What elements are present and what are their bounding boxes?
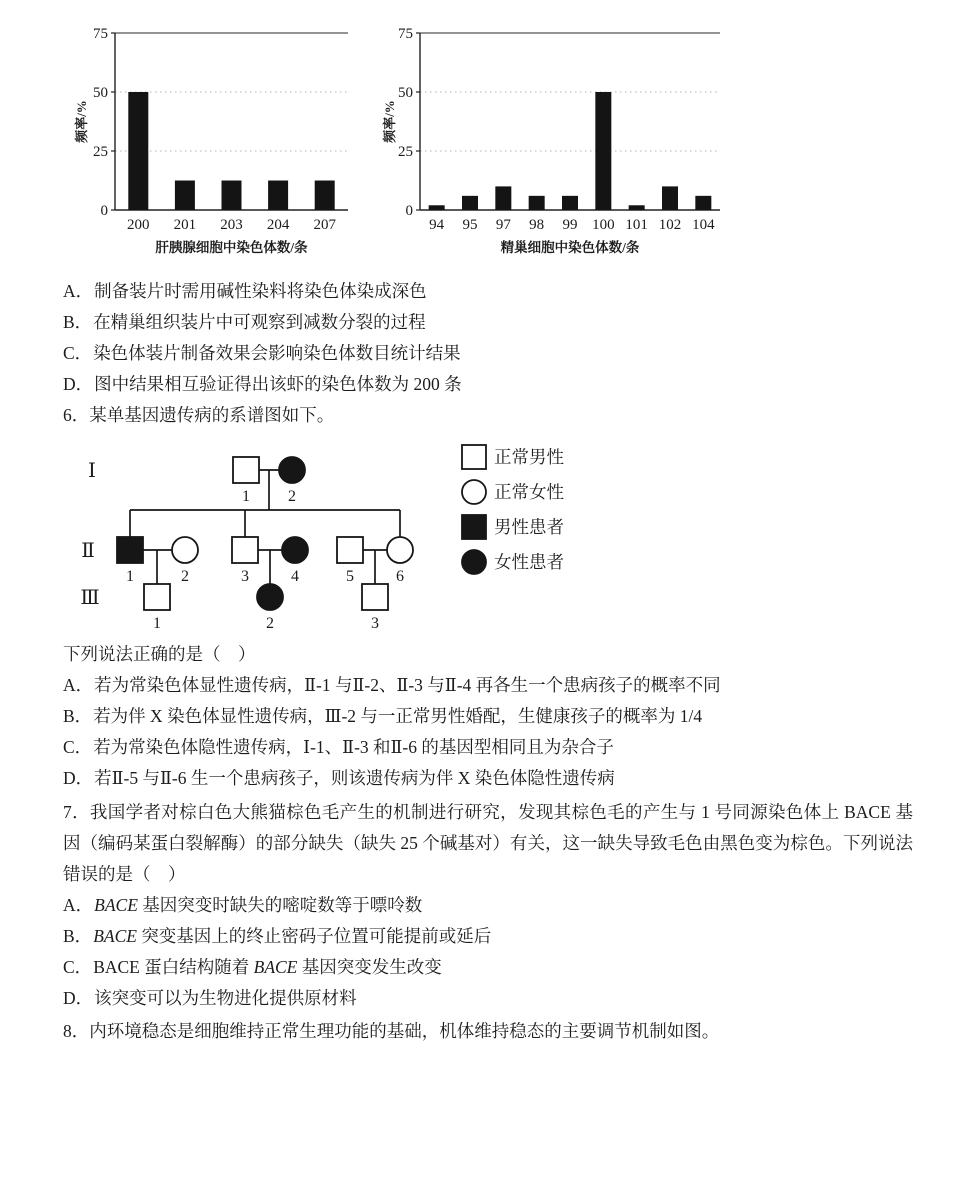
option-label: B． <box>63 312 93 332</box>
pedigree-member-III-2 <box>257 584 283 610</box>
generation-label: Ⅰ <box>88 460 96 482</box>
q7-option-d <box>63 983 913 1014</box>
option-label: D． <box>63 374 94 394</box>
pedigree-member-I-2 <box>279 457 305 483</box>
q7-option-a <box>63 890 913 921</box>
x-tick-label: 97 <box>495 217 511 233</box>
option-text: 若Ⅱ-5 与Ⅱ-6 生一个患病孩子，则该遗传病为伴 X 染色体隐性遗传病 <box>94 768 615 788</box>
bar-203 <box>222 181 242 211</box>
option-text: 制备装片时需用碱性染料将染色体染成深色 <box>94 281 427 301</box>
q5-options-block <box>63 276 462 431</box>
option-label: C． <box>63 957 93 977</box>
y-axis-title: 频率/% <box>382 100 397 143</box>
q5-option-a <box>63 276 462 307</box>
option-label: C． <box>63 737 93 757</box>
member-number: 2 <box>288 488 296 505</box>
member-number: 3 <box>241 568 249 585</box>
q6-q7-q8-text-block <box>63 639 913 1047</box>
y-tick-label: 75 <box>398 26 413 42</box>
pedigree-member-III-1 <box>144 584 170 610</box>
option-text: 该突变可以为生物进化提供原材料 <box>94 988 357 1008</box>
option-text: 图中结果相互验证得出该虾的染色体数为 200 条 <box>94 374 462 394</box>
x-axis-title: 精巢细胞中染色体数/条 <box>500 240 640 255</box>
option-text: 若为常染色体隐性遗传病，Ⅰ-1、Ⅱ-3 和Ⅱ-6 的基因型相同且为杂合子 <box>93 737 614 757</box>
x-tick-label: 100 <box>592 217 615 233</box>
member-number: 2 <box>266 615 274 632</box>
q5-option-b <box>63 307 462 338</box>
pedigree-member-II-1 <box>117 537 143 563</box>
option-label: A． <box>63 281 94 301</box>
y-tick-label: 75 <box>93 26 108 42</box>
q6-option-c <box>63 732 913 763</box>
bar-101 <box>629 205 645 210</box>
bar-100 <box>595 92 611 210</box>
x-tick-label: 104 <box>692 217 715 233</box>
option-label: A． <box>63 675 94 695</box>
y-tick-label: 0 <box>405 203 413 219</box>
member-number: 1 <box>126 568 134 585</box>
option-label: C． <box>63 343 93 363</box>
bar-98 <box>529 196 545 210</box>
pedigree-diagram <box>55 435 675 640</box>
q5-option-d <box>63 369 462 400</box>
y-tick-label: 0 <box>100 203 108 219</box>
legend-symbol-normal-male <box>462 445 486 469</box>
option-label: B． <box>63 926 93 946</box>
legend-symbol-affected-male <box>462 515 486 539</box>
bar-97 <box>495 186 511 210</box>
bar-chart-testis-chromosome-count <box>368 8 743 263</box>
x-tick-label: 203 <box>220 217 243 233</box>
option-label: D． <box>63 988 94 1008</box>
member-number: 1 <box>242 488 250 505</box>
option-text: 若为常染色体显性遗传病，Ⅱ-1 与Ⅱ-2、Ⅱ-3 与Ⅱ-4 再各生一个患病孩子的概率不同 <box>94 675 721 695</box>
x-tick-label: 94 <box>429 217 445 233</box>
bar-104 <box>695 196 711 210</box>
option-label: B． <box>63 706 93 726</box>
legend-label: 男性患者 <box>494 517 564 537</box>
y-tick-label: 50 <box>93 85 108 101</box>
option-text: 染色体装片制备效果会影响染色体数目统计结果 <box>93 343 461 363</box>
q6-option-a <box>63 670 913 701</box>
y-tick-label: 50 <box>398 85 413 101</box>
pedigree-member-II-2 <box>172 537 198 563</box>
bar-94 <box>429 205 445 210</box>
x-tick-label: 200 <box>127 217 150 233</box>
x-axis-title: 肝胰腺细胞中染色体数/条 <box>155 240 308 255</box>
q7-stem: 7．我国学者对棕白色大熊猫棕色毛产生的机制进行研究，发现其棕色毛的产生与 1 号同源染色体上 BACE 基因（编码某蛋白裂解酶）的部分缺失（缺失 25 个碱基对）有关，这一缺失导致毛色由黑色变为棕色。下列说法错误的是（ ） <box>63 802 913 884</box>
generation-label: Ⅲ <box>80 587 100 609</box>
pedigree-member-II-6 <box>387 537 413 563</box>
bar-207 <box>315 181 335 211</box>
bar-102 <box>662 186 678 210</box>
pedigree-member-II-4 <box>282 537 308 563</box>
x-tick-label: 98 <box>529 217 545 233</box>
legend-symbol-normal-female <box>462 480 486 504</box>
legend-label: 正常女性 <box>494 482 564 502</box>
x-tick-label: 99 <box>562 217 578 233</box>
member-number: 2 <box>181 568 189 585</box>
x-tick-label: 102 <box>658 217 682 233</box>
option-text: BACE 基因突变时缺失的嘧啶数等于嘌呤数 <box>94 895 423 915</box>
option-label: D． <box>63 768 94 788</box>
pedigree-member-III-3 <box>362 584 388 610</box>
x-tick-label: 95 <box>462 217 478 233</box>
q7-option-c <box>63 952 913 983</box>
q7-option-b <box>63 921 913 952</box>
bar-99 <box>562 196 578 210</box>
q6-option-b <box>63 701 913 732</box>
bar-201 <box>175 181 195 211</box>
q6-option-d <box>63 763 913 794</box>
q5-option-c <box>63 338 462 369</box>
legend-symbol-affected-female <box>462 550 486 574</box>
option-text: 在精巢组织装片中可观察到减数分裂的过程 <box>93 312 426 332</box>
q6-stem: 6．某单基因遗传病的系谱图如下。 <box>63 405 335 425</box>
x-tick-label: 204 <box>266 217 290 233</box>
x-tick-label: 101 <box>625 217 648 233</box>
generation-label: Ⅱ <box>81 540 95 562</box>
option-text: BACE 突变基因上的终止密码子位置可能提前或延后 <box>93 926 492 946</box>
q6-prompt: 下列说法正确的是（ ） <box>63 644 256 664</box>
pedigree-member-II-5 <box>337 537 363 563</box>
y-axis-title: 频率/% <box>74 100 89 143</box>
x-tick-label: 201 <box>173 217 197 233</box>
member-number: 5 <box>346 568 354 585</box>
option-text: 若为伴 X 染色体显性遗传病，Ⅲ-2 与一正常男性婚配，生健康孩子的概率为 1/4 <box>93 706 703 726</box>
member-number: 6 <box>396 568 404 585</box>
pedigree-member-I-1 <box>233 457 259 483</box>
bar-204 <box>268 181 288 211</box>
y-tick-label: 25 <box>398 144 413 160</box>
member-number: 4 <box>291 568 299 585</box>
x-tick-label: 207 <box>313 217 336 233</box>
q8-stem: 8．内环境稳态是细胞维持正常生理功能的基础，机体维持稳态的主要调节机制如图。 <box>63 1021 720 1041</box>
legend-label: 女性患者 <box>494 552 564 572</box>
bar-95 <box>462 196 478 210</box>
pedigree-member-II-3 <box>232 537 258 563</box>
y-tick-label: 25 <box>93 144 108 160</box>
option-text: BACE 蛋白结构随着 BACE 基因突变发生改变 <box>93 957 442 977</box>
bar-chart-hepatopancreas-chromosome-count <box>60 8 360 263</box>
bar-200 <box>128 92 148 210</box>
option-label: A． <box>63 895 94 915</box>
legend-label: 正常男性 <box>494 447 564 467</box>
member-number: 1 <box>153 615 161 632</box>
member-number: 3 <box>371 615 379 632</box>
